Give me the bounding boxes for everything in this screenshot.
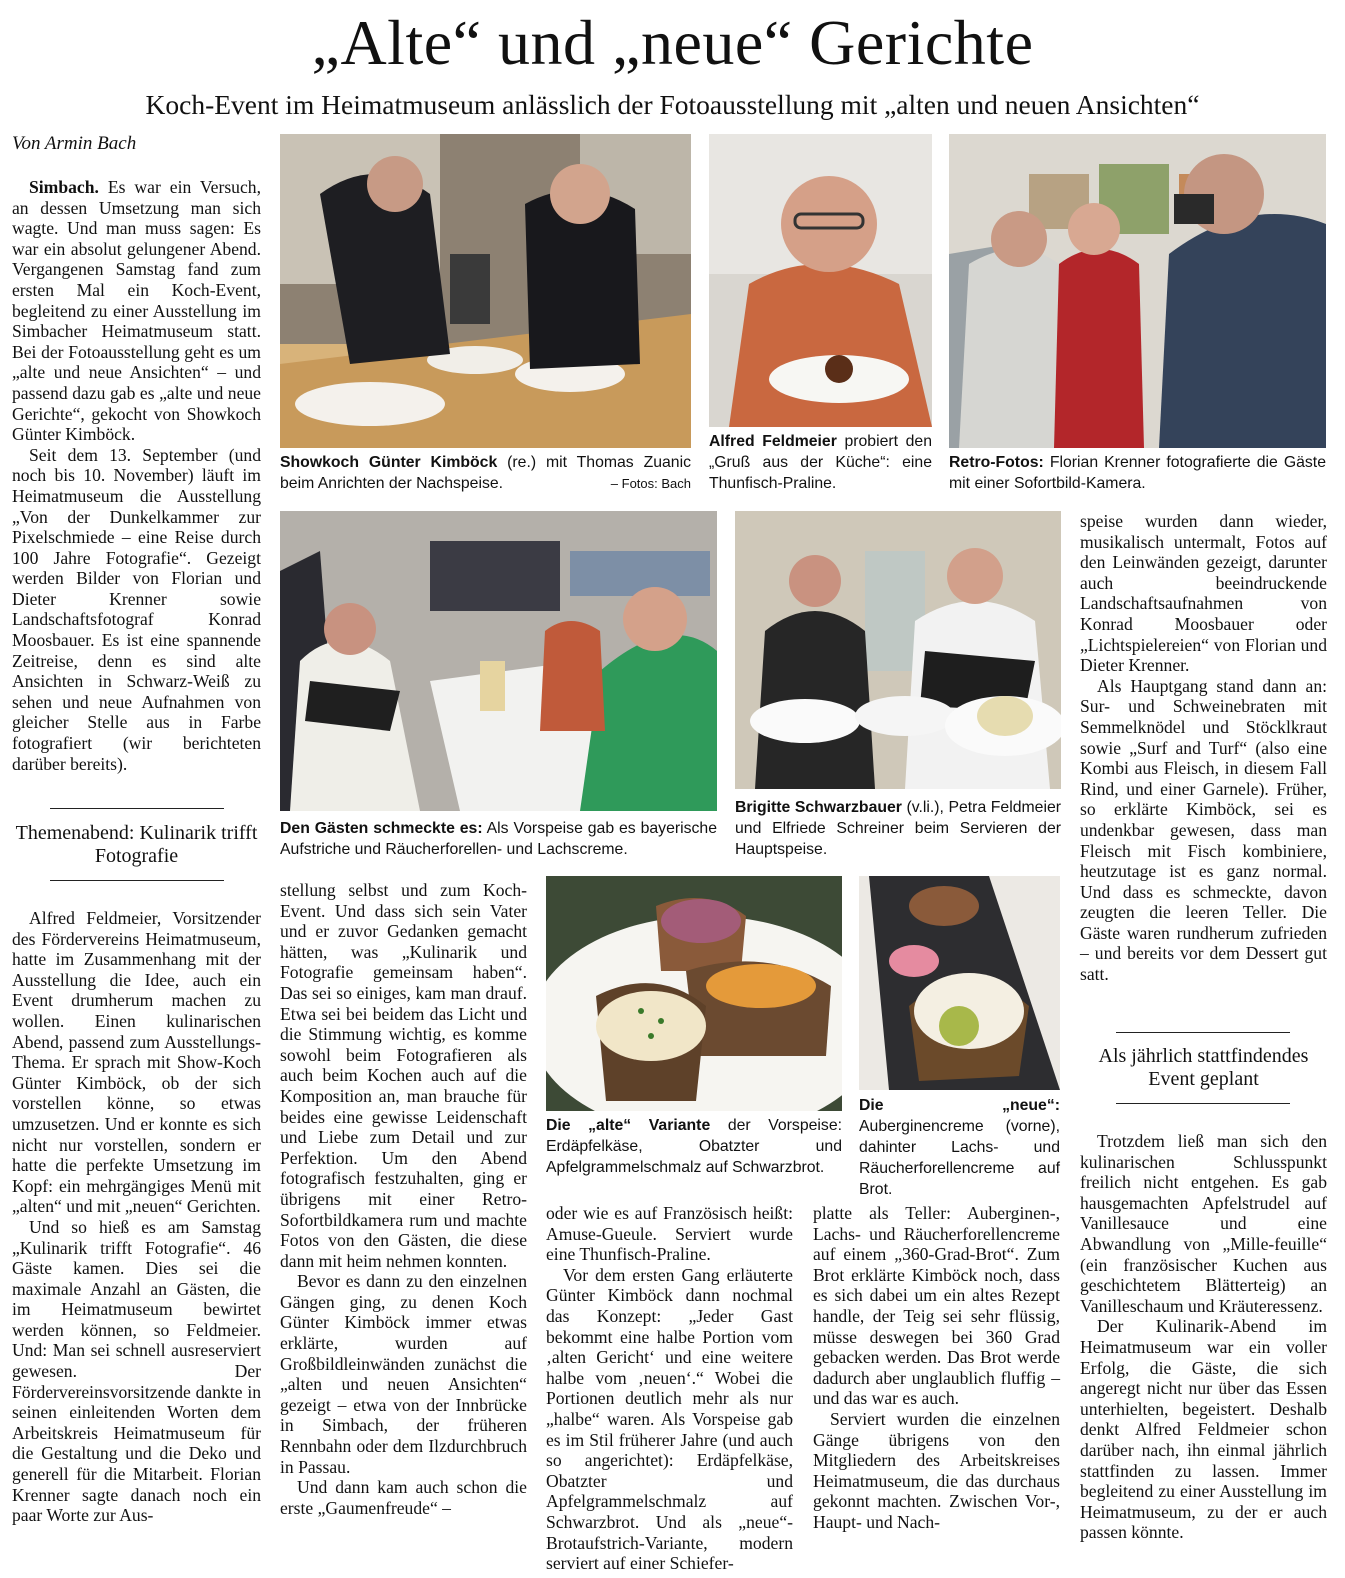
caption-text: Florian Krenner fotografierte die Gäste mit einer Sofortbild-Kamera.	[949, 454, 1326, 492]
photo-credit: – Fotos: Bach	[610, 476, 691, 491]
column-1-top	[12, 177, 261, 774]
paragraph: Als Hauptgang stand dann an: Sur- und Schweinebraten mit Semmelknödel und Stöcklkraut sowie „Surf and Turf“ (also eine Kombi aus Fleisch, in diesem Fall Rind, und einer Garnele). Früher, so erklärte Kimböck, sei es undenkbar gewesen, dass man Fleisch mit Fisch kombiniere, heutzutage ist es ganz normal. Und dass es schmeckte, davon zeugten die leeren Teller. Die Gäste waren rundherum zufrieden – und bereits vor dem Dessert gut satt.	[1080, 675, 1327, 985]
column-3	[546, 1203, 793, 1574]
divider	[1116, 1103, 1290, 1104]
caption-bold: Retro-Fotos:	[949, 454, 1044, 471]
photo-guests-table	[280, 511, 717, 811]
paragraph: Der Kulinarik-Abend im Heimatmuseum war ein voller Erfolg, die Gäste, die sich angeregt nicht nur über das Essen unterhielten, begeistert. Deshalb denkt Alfred Feldmeier schon darüber nach, ihn einmal jährlich stattfinden zu lassen. Immer begleitend zu einer Ausstellung im Heimatmuseum, zu der er auch passen könnte.	[1080, 1316, 1327, 1543]
photo-new-variant-starter	[859, 876, 1060, 1090]
caption-bold: Den Gästen schmeckte es:	[280, 820, 483, 837]
divider	[1116, 1032, 1290, 1033]
caption-4	[280, 818, 717, 860]
paragraph: speise wurden dann wieder, musikalisch untermalt, Fotos auf den Leinwänden gezeigt, darunter auch beeindruckende Landschaftsaufnahmen von Konrad Moosbauer oder „Lichtspielereien“ von Florian und Dieter Krenner.	[1080, 511, 1327, 676]
caption-text: Als Vorspeise gab es bayerische Aufstriche und Räucherforellen- und Lachscreme.	[280, 820, 717, 858]
caption-7	[859, 1095, 1060, 1200]
paragraph-text: Es war ein Versuch, an dessen Umsetzung man sich wagte. Und man muss sagen: Es war ein absolut gelungener Abend. Vergangenen Samstag fand zum ersten Mal ein Koch-Event, begleitend zu einer Ausstellung im Simbacher Heimatmuseum statt. Bei der Fotoausstellung geht es um „alte und neue Ansichten“ – und passend dazu gab es „alte und neue Gerichte“, gekocht von Showkoch Günter Kimböck.	[12, 177, 261, 445]
paragraph: platte als Teller: Auberginen-, Lachs- und Räucherforellencreme auf einem „360-Grad-Brot“. Zum Brot erklärte Kimböck noch, dass es sich dabei um ein altes Rezept handle, der Teig sei sehr flüssig, müsse deswegen bei 360 Grad gebacken werden. Das Brot werde dadurch aber unglaublich fluffig – und das war es auch.	[813, 1203, 1060, 1409]
caption-5	[735, 797, 1061, 860]
paragraph: Trotzdem ließ man sich den kulinarischen Schlusspunkt freilich nicht entgehen. Es gab hausgemachten Apfelstrudel auf Vanillesauce und eine Abwandlung von „Mille-feuille“ (ein französischer Kuchen aus geschichtetem Blätterteig) an Vanilleschaum und Kräuteressenz.	[1080, 1131, 1327, 1316]
caption-2	[709, 431, 932, 494]
caption-text: Auberginencreme (vorne), dahinter Lachs- und Räucherforellencreme auf Brot.	[859, 1118, 1060, 1198]
caption-bold: Die „neue“:	[859, 1097, 1060, 1114]
subheadline: Koch-Event im Heimatmuseum anlässlich der Fotoausstellung mit „alten und neuen Ansichten“	[145, 89, 1200, 120]
photo-old-variant-starter	[546, 876, 842, 1111]
caption-3	[949, 452, 1326, 494]
section-subhead-2: Als jährlich stattfindendes Event geplant	[1098, 1045, 1309, 1090]
paragraph: stellung selbst und zum Koch-Event. Und dass sich sein Vater und er zuvor Gedanken gemacht hätten, was „Kulinarik und Fotografie gemeinsam haben“. Das sei so einiges, kam man drauf. Etwa sei bei beidem das Licht und die Stimmung wichtig, es komme sowohl beim Fotografieren als auch beim Kochen auch auf die Komposition an, man brauche für beides eine gewisse Leidenschaft und Liebe zum Detail und zur Perfektion. Um den Abend fotografisch festzuhalten, ging er übrigens mit einer Retro-Sofortbildkamera rum und machte Fotos von den Gästen, die diese dann mit heim nehmen konnten.	[280, 880, 527, 1271]
caption-1	[280, 452, 691, 494]
paragraph	[12, 177, 261, 445]
paragraph: Vor dem ersten Gang erläuterte Günter Kimböck dann nochmal das Konzept: „Jeder Gast bekommt eine halbe Portion vom ‚alten Gericht‘ und eine weitere halbe vom ‚neuen‘.“ Wobei die Portionen deutlich mehr als nur „halbe“ waren. Als Vorspeise gab es im Stil früherer Jahre (und auch so angerichtet): Erdäpfelkäse, Obatzter und Apfelgrammelschmalz auf Schwarzbrot. Und als „neue“-Brotaufstrich-Variante, modern serviert auf einer Schiefer-	[546, 1264, 793, 1574]
photo-feldmeier-tasting	[709, 134, 932, 427]
caption-text: probiert den „Gruß aus der Küche“: eine Thunfisch-Praline.	[709, 433, 932, 492]
section-subhead-1: Themenabend: Kulinarik trifft Fotografie	[15, 822, 258, 867]
caption-bold: Showkoch Günter Kimböck	[280, 454, 498, 471]
column-4	[813, 1203, 1060, 1533]
caption-text: (v.li.), Petra Feldmeier und Elfriede Schreiner beim Servieren der Hauptspeise.	[735, 799, 1061, 858]
caption-6	[546, 1115, 842, 1178]
byline: Von Armin Bach	[12, 133, 137, 154]
paragraph: Bevor es dann zu den einzelnen Gängen ging, zu denen Koch Günter Kimböck immer etwas erklärte, wurden auf Großbildleinwänden zunächst die „alten und neuen Ansichten“ gezeigt – etwa von der Innbrücke in Simbach, der früheren Rennbahn oder dem Ilzdurchbruch in Passau.	[280, 1271, 527, 1477]
column-1-bottom	[12, 908, 261, 1526]
paragraph: Serviert wurden die einzelnen Gänge übrigens von den Mitgliedern des Arbeitskreises Heimatmuseum, die das durchaus gekonnt machten. Zwischen Vor-, Haupt- und Nach-	[813, 1408, 1060, 1532]
column-2	[280, 880, 527, 1518]
divider	[50, 808, 224, 809]
headline: „Alte“ und „neue“ Gerichte	[311, 7, 1034, 78]
column-5-bottom	[1080, 1131, 1327, 1543]
caption-bold: Alfred Feldmeier	[709, 433, 837, 450]
paragraph: Und so hieß es am Samstag „Kulinarik trifft Fotografie“. 46 Gäste kamen. Dies sei die maximale Anzahl an Gästen, die im Heimatmuseum bewirtet werden können, so Feldmeier. Und: Man sei schnell ausreserviert gewesen. Der Fördervereinsvorsitzende dankte in seinen einleitenden Worten dem Arbeitskreis Heimatmuseum für die Gestaltung und die Deko und generell für die Mitarbeit. Florian Krenner sagte danach noch ein paar Worte zur Aus-	[12, 1216, 261, 1526]
divider	[50, 880, 224, 881]
caption-bold: Die „alte“ Variante	[546, 1117, 711, 1134]
caption-text: der Vorspeise: Erdäpfelkäse, Obatzter und Apfelgrammelschmalz auf Schwarzbrot.	[546, 1117, 842, 1176]
photo-serving-main-course	[735, 511, 1061, 789]
column-5-top	[1080, 511, 1327, 985]
caption-bold: Brigitte Schwarzbauer	[735, 799, 902, 816]
paragraph: Alfred Feldmeier, Vorsitzender des Fördervereins Heimatmuseum, hatte im Zusammenhang mit der Ausstellung die Idee, auch ein Event drumherum machen zu wollen. Einen kulinarischen Abend, passend zum Ausstellungs-Thema. Er sprach mit Show-Koch Günter Kimböck, ob der sich vorstellen könne, so etwas umzusetzen. Und er konnte es sich nicht nur vorstellen, sondern er hatte die perfekte Umsetzung im Kopf: ein mehrgängiges Menü mit „alten“ und mit „neuen“ Gerichten.	[12, 908, 261, 1217]
paragraph: Und dann kam auch schon die erste „Gaumenfreude“ –	[280, 1477, 527, 1518]
photo-chefs-plating	[280, 134, 691, 448]
paragraph: Seit dem 13. September (und noch bis 10. November) läuft im Heimatmuseum die Ausstellung „Von der Dunkelkammer zur Pixelschmiede – eine Reise durch 100 Jahre Fotografie“. Gezeigt werden Bilder von Florian und Dieter Krenner sowie Landschaftsfotograf Konrad Moosbauer. Es ist eine spannende Zeitreise, denn es sind alte Ansichten in Schwarz-Weiß zu sehen und neue Aufnahmen von gleicher Stelle aus in Farbe fotografiert (wir berichteten darüber bereits).	[12, 444, 261, 774]
photo-retro-camera	[949, 134, 1326, 448]
caption-text: (re.) mit Thomas Zuanic beim Anrichten der Nachspeise.	[280, 454, 692, 492]
paragraph: oder wie es auf Französisch heißt: Amuse-Gueule. Serviert wurde eine Thunfisch-Praline.	[546, 1203, 793, 1265]
dateline: Simbach.	[29, 177, 99, 197]
